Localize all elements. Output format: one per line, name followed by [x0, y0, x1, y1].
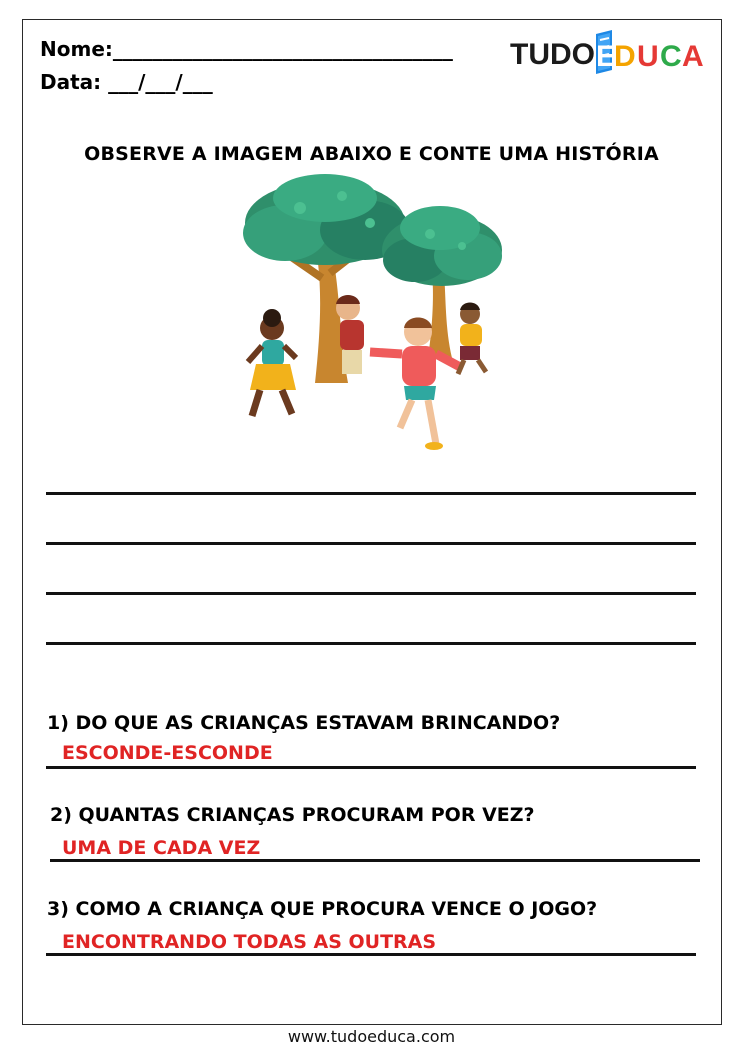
instruction-heading: OBSERVE A IMAGEM ABAIXO E CONTE UMA HISTÓRIA: [84, 143, 659, 165]
writing-line: [46, 542, 696, 545]
question-2: 2) QUANTAS CRIANÇAS PROCURAM POR VEZ?: [50, 804, 535, 826]
logo-text-a: A: [682, 40, 704, 73]
logo-text-u: U: [637, 40, 659, 73]
answer-line-1: [46, 766, 696, 769]
boy-far-right: [458, 303, 486, 375]
footer-url: www.tudoeduca.com: [287, 1027, 456, 1046]
logo-text-e: E: [596, 40, 617, 73]
writing-line: [46, 492, 696, 495]
name-field-label: Nome:__________________________________: [40, 37, 453, 61]
writing-line: [46, 592, 696, 595]
answer-line-2: [50, 859, 700, 862]
girl-running: [248, 309, 296, 416]
answer-1: ESCONDE-ESCONDE: [62, 742, 273, 764]
writing-line: [46, 642, 696, 645]
date-field-label: Data: ___/___/___: [40, 70, 213, 94]
logo-text-tudo: TUDO: [510, 38, 595, 71]
answer-3: ENCONTRANDO TODAS AS OUTRAS: [62, 931, 437, 953]
tree-right: [382, 206, 502, 358]
tudoeduca-logo: [508, 28, 723, 78]
logo-text-c: C: [660, 40, 682, 73]
hide-and-seek-illustration: [230, 168, 520, 463]
question-1: 1) DO QUE AS CRIANÇAS ESTAVAM BRINCANDO?: [47, 712, 561, 734]
answer-line-3: [46, 953, 696, 956]
answer-2: UMA DE CADA VEZ: [62, 837, 261, 859]
question-3: 3) COMO A CRIANÇA QUE PROCURA VENCE O JOGO?: [47, 898, 598, 920]
logo-text-d: D: [614, 40, 636, 73]
